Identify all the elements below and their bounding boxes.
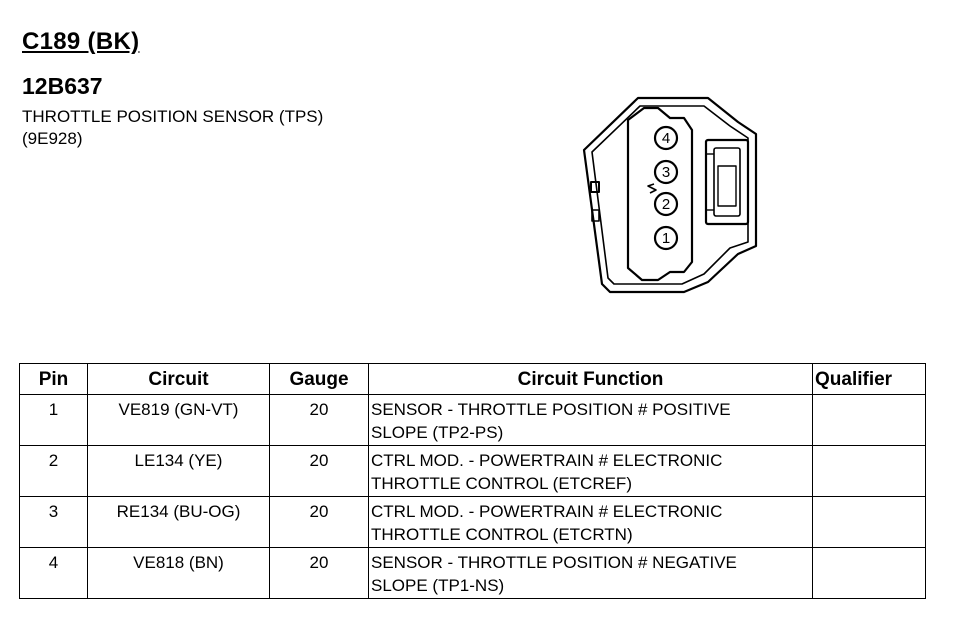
function-line-2: THROTTLE CONTROL (ETCREF) — [371, 474, 632, 493]
table-row — [20, 497, 926, 548]
pin-cell: 2 — [20, 446, 88, 497]
connector-id-title: C189 (BK) — [22, 28, 140, 55]
gauge-cell: 20 — [270, 497, 369, 548]
circuit-cell: VE819 (GN-VT) — [88, 395, 270, 446]
function-cell — [369, 395, 813, 446]
pin-label-4: 4 — [661, 130, 671, 147]
latch-outer — [706, 140, 748, 224]
function-cell — [369, 497, 813, 548]
column-header-pin: Pin — [20, 364, 88, 395]
part-number: 12B637 — [22, 73, 103, 99]
qualifier-cell — [813, 497, 926, 548]
function-line-2: SLOPE (TP2-PS) — [371, 423, 504, 442]
function-line-1: SENSOR - THROTTLE POSITION # POSITIVE — [371, 400, 731, 419]
latch-window — [718, 166, 736, 206]
component-description — [22, 106, 323, 150]
column-header-gauge: Gauge — [270, 364, 369, 395]
function-cell — [369, 446, 813, 497]
function-cell — [369, 548, 813, 599]
function-line-2: SLOPE (TP1-NS) — [371, 576, 505, 595]
description-line-1: THROTTLE POSITION SENSOR (TPS) — [22, 107, 324, 126]
gauge-cell: 20 — [270, 548, 369, 599]
function-line-1: SENSOR - THROTTLE POSITION # NEGATIVE — [371, 553, 737, 572]
table-row — [20, 548, 926, 599]
column-header-circuit: Circuit — [88, 364, 270, 395]
table-header-row — [20, 364, 926, 395]
circuit-cell: VE818 (BN) — [88, 548, 270, 599]
gauge-cell: 20 — [270, 446, 369, 497]
pin-label-2: 2 — [661, 196, 671, 213]
pinout-table — [19, 363, 926, 599]
function-line-1: CTRL MOD. - POWERTRAIN # ELECTRONIC — [371, 451, 723, 470]
circuit-cell: LE134 (YE) — [88, 446, 270, 497]
description-line-2: (9E928) — [22, 129, 83, 148]
connector-face-diagram — [580, 92, 760, 296]
column-header-qualifier: Qualifier — [813, 364, 926, 395]
column-header-circuit-function: Circuit Function — [369, 364, 813, 395]
pin-label-3: 3 — [661, 164, 671, 181]
table-row — [20, 395, 926, 446]
pin-cell: 1 — [20, 395, 88, 446]
qualifier-cell — [813, 395, 926, 446]
pin-cell: 4 — [20, 548, 88, 599]
qualifier-cell — [813, 548, 926, 599]
key-mark-top — [591, 182, 599, 192]
circuit-cell: RE134 (BU-OG) — [88, 497, 270, 548]
pin-cell: 3 — [20, 497, 88, 548]
pin-label-1: 1 — [661, 230, 671, 247]
function-line-1: CTRL MOD. - POWERTRAIN # ELECTRONIC — [371, 502, 723, 521]
function-line-2: THROTTLE CONTROL (ETCRTN) — [371, 525, 633, 544]
qualifier-cell — [813, 446, 926, 497]
gauge-cell: 20 — [270, 395, 369, 446]
table-row — [20, 446, 926, 497]
